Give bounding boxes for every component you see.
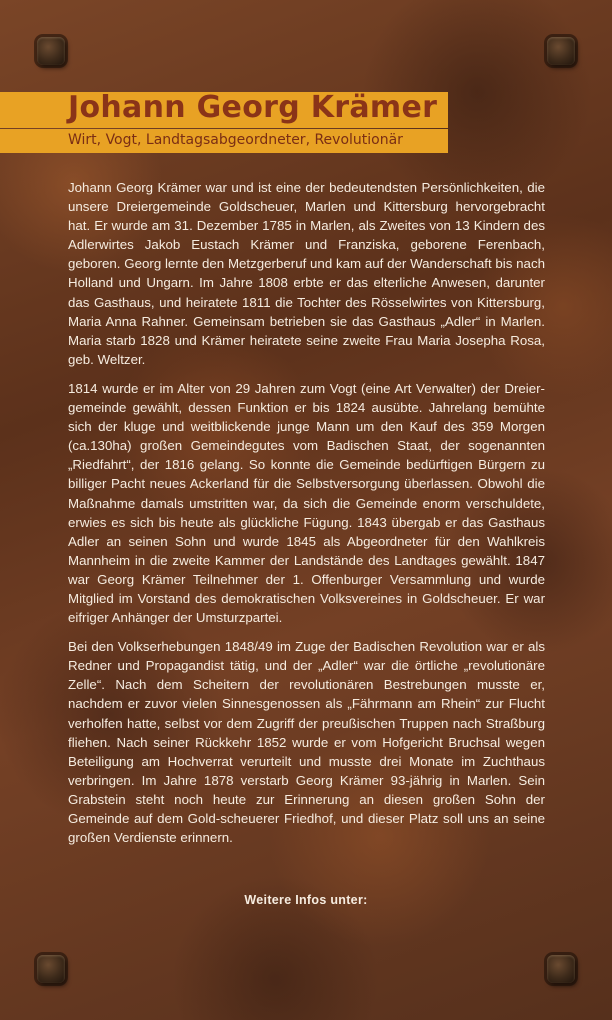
paragraph-vogt: 1814 wurde er im Alter von 29 Jahren zum Vogt (eine Art Verwalter) der Dreier-gemeinde gewählt, dessen Funktion er bis 1824 ausübte. Jahrelang bemühte sich der kluge und weitblickende junge Mann um den Kauf des 359 Morgen (ca.130ha) großen Gemeindegutes vom Badischen Staat, der sogenannten „Riedfahrt“, der 1816 gelang. So konnte die Gemeinde bedürftigen Bürgern zu billiger Pacht neues Ackerland für die Selbstversorgung überlassen. Obwohl die Maßnahme damals umstritten war, da sich die Gemeinde enorm verschuldete, erwies es sich bis heute als glückliche Fügung. 1843 übergab er das Gasthaus Adler an seinen Sohn und wurde 1845 als Abgeordneter für den Wahlkreis Mannheim in die zweite Kammer der Landstände des Landtages gewählt. 1847 war Georg Krämer Teilnehmer der 1. Offenburger Versammlung und wurde Mitglied im Vorstand des demokratischen Volksvereines in Goldscheuer. Er war eifriger Anhänger der Umsturzpartei. — [68, 380, 545, 626]
page-subtitle: Wirt, Vogt, Landtagsabgeordneter, Revolutionär — [68, 132, 403, 148]
more-info-label: Weitere Infos unter: — [244, 893, 368, 907]
corner-bolt-bottom-left — [37, 955, 65, 983]
paragraph-revolution: Bei den Volkserhebungen 1848/49 im Zuge der Badischen Revolution war er als Redner und Propagandist tätig, und der „Adler“ war die örtliche „revolutionäre Zelle“. Nach dem Scheitern der revolutionären Bestrebungen musste er, nachdem er zuvor vielen Sinnesgenossen als „Fährmann am Rhein“ zur Flucht verholfen hatte, selbst vor dem Zugriff der preußischen Truppen nach Straßburg fliehen. Nach seiner Rückkehr 1852 wurde er vom Hofgericht Bruchsal wegen Beteiligung am Hochverrat verurteilt und musste drei Monate im Zuchthaus verbringen. Im Jahre 1878 verstarb Georg Krämer 93-jährig in Marlen. Sein Grabstein steht noch heute zur Erinnerung an diesen großen Sohn der Gemeinde auf dem Gold-scheuerer Friedhof, und dieser Platz soll uns an seine großen Verdienste erinnern. — [68, 639, 545, 846]
corner-bolt-bottom-right — [547, 955, 575, 983]
page-title: Johann Georg Krämer — [68, 90, 438, 125]
corner-bolt-top-left — [37, 37, 65, 65]
biography-text — [68, 178, 545, 857]
paragraph-early-life: Johann Georg Krämer war und ist eine der bedeutendsten Persönlichkeiten, die unsere Dreiergemeinde Goldscheuer, Marlen und Kittersburg hervorgebracht hat. Er wurde am 31. Dezember 1785 in Marlen, als Zweites von 13 Kindern des Adlerwirtes Jakob Eustach Krämer und Franziska, geborene Ferenbach, geboren. Georg lernte den Metzgerberuf und kam auf der Wanderschaft bis nach Holland und Ungarn. Im Jahre 1808 erbte er das elterliche Anwesen, darunter das Gasthaus, und heiratete 1811 die Tochter des Rösselwirtes von Kittersburg, Maria Anna Rahner. Gemeinsam betrieben sie das Gasthaus „Adler“ in Marlen. Maria starb 1828 und Krämer heiratete seine zweite Frau Maria Josepha Rosa, geb. Weltzer. — [68, 180, 545, 367]
corner-bolt-top-right — [547, 37, 575, 65]
